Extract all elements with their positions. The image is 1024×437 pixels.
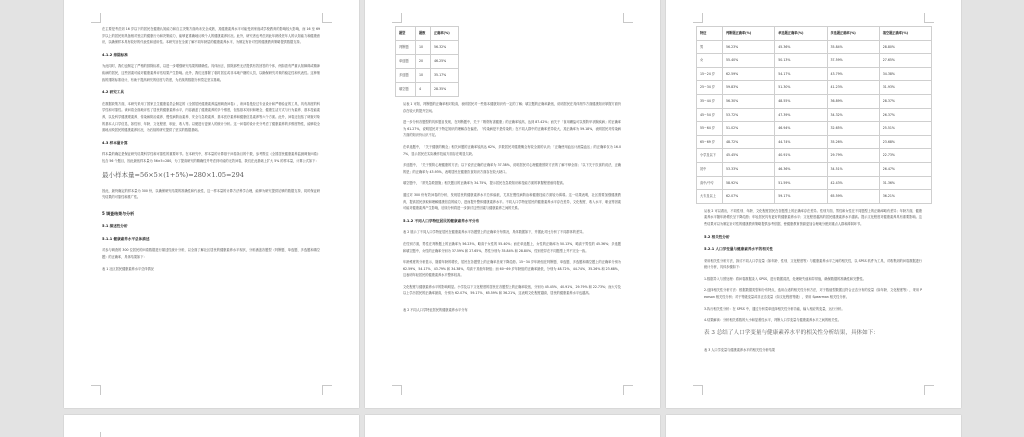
paragraph: 年龄维度的分析显示，随着年龄的增长，居民在各题型上的正确率呈现下降趋势。15~34 岁年龄组在判断题、单选题、多选题和填空题上的正确率分别为 62.59%、54.17%、43.79% 和 34.38%，均高于其他年龄组；而 60~69 岁年龄组的正确率最低，分别为 48.72%、44.74%、35.26% 和 23.68%，这表明年轻居民的健康素养水平整体较高。 (403, 260, 621, 278)
table-header: 判断题正确率(%) (723, 27, 775, 41)
page-1-content (102, 26, 320, 277)
table-cell: 47.39% (775, 108, 827, 122)
table-cell: 小学及以下 (697, 149, 723, 163)
table-cell: 36.89% (827, 94, 879, 108)
page-6 (666, 415, 961, 437)
table-row (697, 149, 932, 163)
table-cell: 初中 (697, 162, 723, 176)
table-cell: 28.80% (879, 40, 931, 54)
margin-corner-mark (91, 385, 101, 395)
table-cell: 28.37% (879, 94, 931, 108)
paragraph: 填空题中，「常见急救措施」相关题目的正确率为 34.75%，提示居民在急救知识和技能方面的掌握程度亟待提高。 (403, 181, 566, 186)
table-row (697, 94, 932, 108)
table-cell: 31.93% (879, 81, 931, 95)
table-cell: 48.55% (775, 94, 827, 108)
margin-corner-mark (322, 385, 332, 395)
table-cell: 56.23% (723, 40, 775, 54)
table-cell: 51.02% (723, 122, 775, 136)
page-2-content (399, 26, 621, 318)
table-cell: 25.51% (879, 122, 931, 136)
table-cell: 22.73% (879, 149, 931, 163)
table-row (396, 83, 459, 97)
table-cell: 54.17% (775, 67, 827, 81)
margin-corner-mark (924, 385, 934, 395)
table-cell: 55.40% (723, 54, 775, 68)
margin-corner-mark (693, 13, 703, 23)
paragraph: 为此同时，我们也制定了严格的排除标准，以进一步增强研究结果的精确性。具体而言，排除那些无法提供有效回答的个体，例如患有严重认知障碍或精神疾病的居民，这些因素可能对健康素养评估结果产生影响。此外，我们还排除了临时居住或非本地户籍的人员，以确保研究对象的稳定性和代表性。这种细致的排除标准设计，有助于提高研究的信度与效度，为后续的数据分析奠定坚实基础。 (102, 64, 320, 82)
table-cell: 28.35% (431, 83, 459, 97)
table-cell: 40.91% (775, 149, 827, 163)
table-cell: 45~54 岁 (697, 108, 723, 122)
table-3-intro: 表 3 总结了人口学变量与健康素养水平的相关性分析结果，具体如下： (704, 329, 879, 336)
page-3-content (700, 26, 922, 357)
page-3 (666, 0, 961, 408)
table-cell: 35.84% (827, 40, 879, 54)
table-row (396, 41, 459, 55)
table-cell: 56.32% (431, 41, 459, 55)
page-1 (64, 0, 359, 408)
table-row (697, 162, 932, 176)
paragraph: 在主要是考虑到 16 岁以下的居民在健康认知能力和自主决策方面尚未完全成熟，其健康素养水平可能受到家庭或学校教育的影响较大影响，而 16 至 69 岁以上的居民则具备相对独立的健康行为和决策能力，能够更准确地反映个人的健康素养状况。此外，研究者也考虑到此年龄段老年人的认知能力和健康意识，以确保样本具有较好的代表性和适用性。本研究旨在全面了解不同年龄层的健康素养水平，为制定有针对性的健康教育策略提供数据支持。 (102, 27, 320, 45)
paragraph: 从表 2 可以看出，不同性别、年龄、文化程度居民在各题型上的正确率存在差异。性别方面，男性和女性在不同题型上的正确率略有差异；年龄方面，健康素养水平随年龄增长呈下降趋势；年轻居民具有更好的健康素养水平；文化程度越高的居民健康素养水平越高。提示文化程度对健康素养具有重要影响。这些结果可以为制定针对性的健康教育策略提供参考依据，使健康教育资源更加合理地分配到重点人群和薄弱环节。 (704, 208, 922, 226)
table-cell: 32.65% (827, 122, 879, 136)
table-cell: 35.17% (431, 69, 459, 83)
table-cell: 女 (697, 54, 723, 68)
paragraph: 采用相关性分析方法，探讨不同人口学变量（如年龄、性别、文化程度等）与健康素养水平之间的相关性，以 SPSS 软件为工具，对收集到的问卷数据进行统计分析，具体步骤如下： (704, 258, 922, 270)
table-cell: 10 (416, 41, 431, 55)
paragraph: 表 2 展示了不同人口学特征居民在健康素养水平各题型上的正确率分布情况，具体数据如下，并据此对比分析了不同群体的差异。 (403, 230, 586, 235)
table-cell: 58.92% (723, 176, 775, 190)
table-caption: 表 2 不同人口学特征居民的健康素养水平分布 (403, 308, 468, 313)
table-cell: 4 (416, 83, 431, 97)
table-cell: 65~69 岁 (697, 135, 723, 149)
table-cell: 多选题 (396, 69, 416, 83)
heading-5-1-1: 5.1.1 健康素养水平总体描述 (102, 236, 150, 241)
table-cell: 48.72% (723, 135, 775, 149)
table-cell: 45.36% (775, 40, 827, 54)
page-4 (64, 415, 359, 437)
table-cell: 46.25% (431, 55, 459, 69)
margin-corner-mark (693, 385, 703, 395)
table-cell: 62.59% (723, 67, 775, 81)
table-cell: 51.30% (775, 81, 827, 95)
table-cell: 34.32% (827, 108, 879, 122)
paragraph: 在单选题中，「关于健康的概念」相关问题的正确率较高达 62%，多数居民对健康概念有较全面的认识；「正确使用血压计测量血压」的正确率仅为 16.07%，显示居民在实际操作技能方面存在明显欠缺。 (403, 144, 621, 156)
table-cell: 判断题 (396, 41, 416, 55)
table-cell: 50.13% (775, 54, 827, 68)
paragraph: 从表 1 可知，判断题的正确率相对较高，表明居民对一些基本健康知识有一定的了解；填空题的正确率最低，说明居民在具体细节方面健康知识掌握方面仍存在较大的提升空间。 (403, 102, 621, 113)
margin-corner-mark (623, 13, 633, 23)
margin-corner-mark (91, 432, 101, 437)
table-cell: 65.59% (827, 190, 879, 204)
table-cell: 55~64 岁 (697, 122, 723, 136)
table-cell: 26.37% (879, 108, 931, 122)
table-cell: 37.59% (827, 54, 879, 68)
table-cell: 单选题 (396, 55, 416, 69)
paragraph: 因此，最终确定的样本量为 300 份，以确保研究结果的准确性和代表性，这一样本量的计算方法科学合理，能够为研究提供足够的数据支持，同时保证研究结果的可靠性和推广性。 (102, 188, 320, 200)
table-header: 题型 (396, 27, 416, 41)
table-header: 填空题正确率(%) (879, 27, 931, 41)
table-row (697, 67, 932, 81)
table-row (697, 54, 932, 68)
table-cell: 41.23% (827, 81, 879, 95)
margin-corner-mark (623, 385, 633, 395)
table-cell: 15~24 岁 (697, 67, 723, 81)
heading-5-2: 5.2 相关性分析 (704, 234, 730, 239)
margin-corner-mark (392, 385, 402, 395)
page-5 (365, 415, 660, 437)
table-row (697, 122, 932, 136)
page-2 (365, 0, 660, 408)
table-cell: 35.26% (827, 135, 879, 149)
table-row (697, 40, 932, 54)
table-cell: 44.74% (775, 135, 827, 149)
table-cell: 高中/中专 (697, 176, 723, 190)
step-item: 1.数据导入与预处理：将问卷数据录入 SPSS，进行数据清洗，处理缺失值和异常值，确保数据的准确性和完整性。 (704, 276, 866, 281)
table-row (697, 176, 932, 190)
margin-corner-mark (91, 13, 101, 23)
step-item: 2.选择相关性分析方法：根据数据类型和分布特点，选用合适的相关性分析方法，对于数值型数据且符合正态分布的变量（如年龄、文化程度等），采用 Pearson 相关性分析；对于等级变量或非正态变量（如文化程度等级），采用 Spearman 相关性分析。 (704, 288, 922, 300)
table-header: 题数 (416, 27, 431, 41)
table-cell: 43.79% (827, 67, 879, 81)
table-2-demographic-accuracy (696, 26, 932, 204)
table-header: 特征 (697, 27, 723, 41)
table-cell: 10 (416, 69, 431, 83)
paragraph: 进一步分析各题型的具体题目发现，在判断题中，关于「吸烟有害健康」的正确率较高，达到 87.42%；而关于「食用碘盐可以预防甲状腺疾病」的正确率为 61.27%，说明居民对于特定知识的理解存在偏差。「传染病是不是传染的」在不同人群中的正确率差异较大，其正确率为 59.18%，表明居民对传染病方面的知识仍认识不足。 (403, 120, 621, 138)
table-cell: 51.59% (775, 176, 827, 190)
table-cell: 26.47% (879, 162, 931, 176)
table-cell: 53.33% (723, 162, 775, 176)
table-cell: 34.38% (879, 67, 931, 81)
table-cell: 男 (697, 40, 723, 54)
heading-5-1-2: 5.1.2 不同人口学特征居民的健康素养水平分布 (403, 218, 480, 223)
sample-size-formula: 最小样本量=56×5×(1+5%)=280×1.05=294 (102, 170, 244, 179)
paragraph: 多选题中，「关于预防心理健康的方法」以下说法正确的正确率为 37.38%，说明居民对心理健康预防方法的了解不够全面；「以下关于饮食的说法，正确的是」的正确率为 43.93%，表明居民在健康饮食知识方面存在较大缺口。 (403, 163, 621, 174)
step-item: 3.执行相关性分析：在 SPSS 中，通过分析菜单选择相关性分析功能，输入相应的变量，运行分析。 (704, 306, 845, 311)
heading-4-2: 4.2 研究工具 (102, 90, 124, 95)
table-header: 单选题正确率(%) (775, 27, 827, 41)
table-cell: 23.68% (879, 135, 931, 149)
paragraph: 在性别方面，男性在判断题上的正确率为 56.23%，略高于女性的 55.40%；而在单选题上，女性的正确率为 50.13%，略高于男性的 45.36%；多选题和填空题中，女性的正确率分别为 37.59% 和 27.65%，男性分别为 35.84% 和 28.80%，性别差异在不同题型上并不完全一致。 (403, 241, 621, 253)
paragraph: 通过对 300 份有效问卷的分析，发现居民的健康素养水平总体偏低，尤其在慢性病防治和健康技能方面较为薄弱。这一结果表明，社区需要加强健康教育，提高居民获取和理解健康信息的能力，进而提升整体健康素养水平。不同人口学特征居民的健康素养水平存在差异，文化程度、收入水平、职业等因素可能对健康素养产生影响，后续分析将进一步探讨这些因素与健康素养之间的关系。 (403, 192, 621, 211)
table-cell: 53.72% (723, 108, 775, 122)
table-row (697, 190, 932, 204)
table-cell: 29.79% (827, 149, 879, 163)
heading-5: 5 调查结果与分析 (102, 210, 135, 216)
table-caption: 表 3 人口学变量与健康素养水平的相关性分析结果 (704, 347, 775, 352)
heading-4-1-2: 4.1.2 排除标准 (102, 52, 128, 57)
table-row (697, 135, 932, 149)
table-cell: 56.30% (723, 94, 775, 108)
table-header: 正确率(%) (431, 27, 459, 41)
table-cell: 62.07% (723, 190, 775, 204)
margin-corner-mark (322, 13, 332, 23)
paragraph: 对参与调查的 300 位居民的问卷数据进行描述性统计分析，以全面了解社区居民的健康素养水平现状，分析涵盖各题型（判断题、单选题、多选题和填空题）的正确率，具体结果如下： (102, 248, 320, 260)
table-row (396, 55, 459, 69)
table-cell: 大专及以上 (697, 190, 723, 204)
table-cell: 42.43% (827, 176, 879, 190)
table-cell: 59.83% (723, 81, 775, 95)
table-cell: 31.36% (879, 176, 931, 190)
table-header: 多选题正确率(%) (827, 27, 879, 41)
heading-5-2-1: 5.2.1 人口学变量与健康素养水平的相关性 (704, 247, 773, 252)
table-cell: 46.36% (775, 162, 827, 176)
table-cell: 45.45% (723, 149, 775, 163)
table-cell: 46.94% (775, 122, 827, 136)
table-cell: 35~44 岁 (697, 94, 723, 108)
paragraph: 文化程度与健康素养水平的影响明显。小学及以下文化程度的居民在各题型上的正确率较低，分别为 45.45%、40.91%、29.79% 和 22.73%；而大专及以上学历居民的正确率最高，分别为 62.07%、59.17%、65.59% 和 36.21%，这表明文化程度越高，居民的健康素养水平也越高。 (403, 284, 621, 296)
paragraph: 样本量的确定是保证研究结果科学性和可靠性的重要环节。在本研究中，样本量的计算基于问卷条目的个数，参考既往《全国居民健康素养监测调查问卷》包含 56 个题目，因此最低样本量为 56×5=280，为了提高研究的精确性并考虑到可能的无效问卷，我们在此基础上扩大 5% 的样本量，计算公式如下： (102, 152, 320, 163)
table-cell: 25~34 岁 (697, 81, 723, 95)
step-item: 4.结果解读：分析相关系数的大小和显著性水平，判断人口学变量与健康素养水平之间的相关性。 (704, 318, 841, 323)
table-caption: 表 1 社区居民健康素养水平总体情况 (102, 266, 154, 271)
table-cell: 填空题 (396, 83, 416, 97)
table-row (396, 69, 459, 83)
table-row (697, 108, 932, 122)
heading-5-1: 5.1 描述性分析 (102, 224, 128, 229)
table-cell: 20 (416, 55, 431, 69)
paragraph: 在数据收集方面，本研究采用了国家卫生健康委员会制定的《全国居民健康素养监测调查问卷》，该问卷是经过专业设计和严格验证的工具，具有高度的科学性和可靠性。该问卷全面地评估了居民的健康素养水平，内容涵盖了健康素养的多个维度，包括基本知识和理念、健康生活方式与行为素养、基本技能素养，以及科学健康观素养、传染病防治素养、慢性病防治素养、安全与急救素养、基本医疗素养和健康信息素养等六个方面。此外，问卷还包括了调查对象的基本人口学信息，如性别、年龄、文化程度、职业、收入等。以便进行更深入的统计分析。这一问卷的设计充分考虑了健康素养的多维度特性，能够较全面地反映居民的健康素养状况，为后续的研究提供了坚实的数据基础。 (102, 101, 320, 133)
table-row (697, 81, 932, 95)
table-cell: 27.65% (879, 54, 931, 68)
table-cell: 34.51% (827, 162, 879, 176)
table-cell: 59.17% (775, 190, 827, 204)
margin-corner-mark (392, 13, 402, 23)
table-cell: 36.21% (879, 190, 931, 204)
margin-corner-mark (924, 13, 934, 23)
heading-4-3: 4.3 样本量计算 (102, 140, 128, 145)
table-1-question-accuracy (395, 26, 459, 97)
